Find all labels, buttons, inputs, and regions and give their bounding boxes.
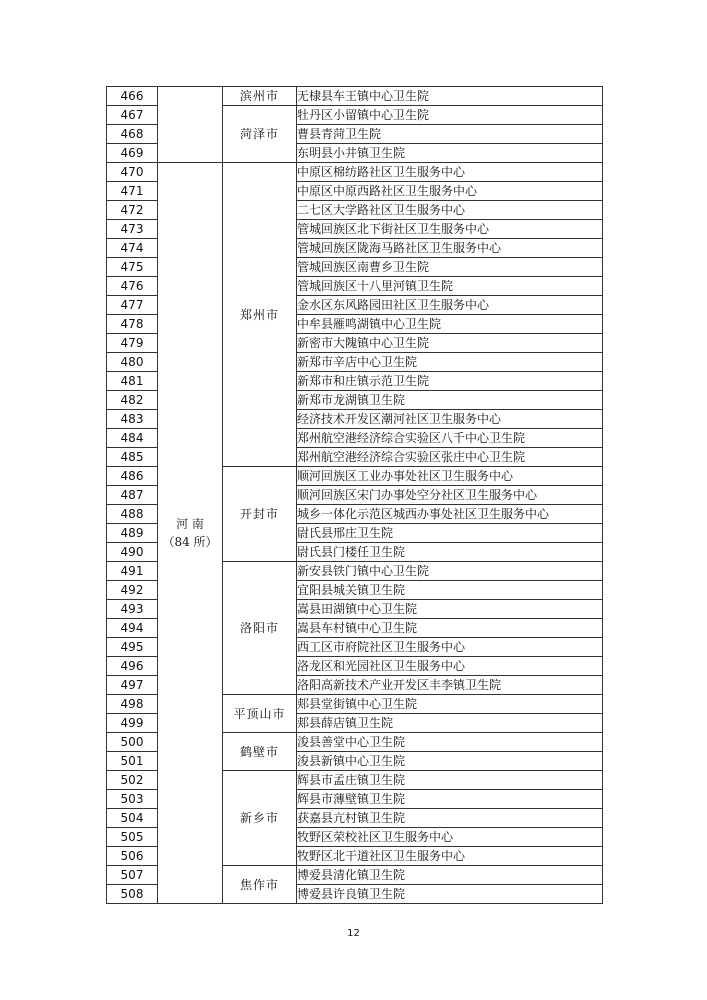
row-number: 492 — [107, 581, 158, 600]
institution-table — [106, 86, 603, 904]
row-number: 493 — [107, 600, 158, 619]
city-cell: 菏泽市 — [223, 106, 297, 163]
row-number: 483 — [107, 410, 158, 429]
institution-name: 博爱县许良镇卫生院 — [297, 885, 603, 904]
institution-name: 浚县新镇中心卫生院 — [297, 752, 603, 771]
row-number: 481 — [107, 372, 158, 391]
row-number: 495 — [107, 638, 158, 657]
institution-name: 金水区东风路园田社区卫生服务中心 — [297, 296, 603, 315]
row-number: 501 — [107, 752, 158, 771]
institution-name: 中原区中原西路社区卫生服务中心 — [297, 182, 603, 201]
city-cell: 滨州市 — [223, 87, 297, 106]
row-number: 474 — [107, 239, 158, 258]
city-cell: 洛阳市 — [223, 562, 297, 695]
province-name: 河 南 — [176, 517, 204, 531]
institution-name: 获嘉县亢村镇卫生院 — [297, 809, 603, 828]
institution-name: 郑州航空港经济综合实验区张庄中心卫生院 — [297, 448, 603, 467]
row-number: 479 — [107, 334, 158, 353]
row-number: 496 — [107, 657, 158, 676]
row-number: 507 — [107, 866, 158, 885]
row-number: 478 — [107, 315, 158, 334]
page-number: 12 — [347, 928, 360, 939]
row-number: 476 — [107, 277, 158, 296]
institution-name: 管城回族区十八里河镇卫生院 — [297, 277, 603, 296]
row-number: 486 — [107, 467, 158, 486]
institution-name: 曹县青菏卫生院 — [297, 125, 603, 144]
row-number: 472 — [107, 201, 158, 220]
row-number: 470 — [107, 163, 158, 182]
institution-name: 二七区大学路社区卫生服务中心 — [297, 201, 603, 220]
table-row — [107, 87, 603, 106]
row-number: 500 — [107, 733, 158, 752]
row-number: 482 — [107, 391, 158, 410]
city-cell: 开封市 — [223, 467, 297, 562]
institution-name: 嵩县田湖镇中心卫生院 — [297, 600, 603, 619]
row-number: 487 — [107, 486, 158, 505]
institution-name: 辉县市薄壁镇卫生院 — [297, 790, 603, 809]
row-number: 502 — [107, 771, 158, 790]
institution-name: 辉县市孟庄镇卫生院 — [297, 771, 603, 790]
institution-name: 中牟县雁鸣湖镇中心卫生院 — [297, 315, 603, 334]
institution-name: 顺河回族区宋门办事处空分社区卫生服务中心 — [297, 486, 603, 505]
row-number: 469 — [107, 144, 158, 163]
institution-name: 新郑市和庄镇示范卫生院 — [297, 372, 603, 391]
institution-name: 郏县堂街镇中心卫生院 — [297, 695, 603, 714]
row-number: 466 — [107, 87, 158, 106]
row-number: 489 — [107, 524, 158, 543]
institution-name: 无棣县车王镇中心卫生院 — [297, 87, 603, 106]
institution-name: 东明县小井镇卫生院 — [297, 144, 603, 163]
institution-name: 浚县善堂中心卫生院 — [297, 733, 603, 752]
institution-name: 新郑市龙湖镇卫生院 — [297, 391, 603, 410]
institution-name: 新安县铁门镇中心卫生院 — [297, 562, 603, 581]
institution-name: 中原区棉纺路社区卫生服务中心 — [297, 163, 603, 182]
institution-name: 西工区市府院社区卫生服务中心 — [297, 638, 603, 657]
row-number: 471 — [107, 182, 158, 201]
row-number: 473 — [107, 220, 158, 239]
institution-name: 管城回族区陇海马路社区卫生服务中心 — [297, 239, 603, 258]
city-cell: 新乡市 — [223, 771, 297, 866]
institution-name: 经济技术开发区潮河社区卫生服务中心 — [297, 410, 603, 429]
province-cell-previous — [158, 87, 223, 163]
institution-name: 牡丹区小留镇中心卫生院 — [297, 106, 603, 125]
institution-name: 洛阳高新技术产业开发区丰李镇卫生院 — [297, 676, 603, 695]
province-count: （84 所） — [162, 535, 218, 549]
row-number: 485 — [107, 448, 158, 467]
city-cell: 鹤壁市 — [223, 733, 297, 771]
institution-table-body — [107, 87, 603, 904]
institution-name: 管城回族区南曹乡卫生院 — [297, 258, 603, 277]
row-number: 494 — [107, 619, 158, 638]
table-row — [107, 163, 603, 182]
institution-name: 新郑市辛店中心卫生院 — [297, 353, 603, 372]
city-cell: 平顶山市 — [223, 695, 297, 733]
row-number: 499 — [107, 714, 158, 733]
institution-name: 郑州航空港经济综合实验区八千中心卫生院 — [297, 429, 603, 448]
row-number: 467 — [107, 106, 158, 125]
row-number: 498 — [107, 695, 158, 714]
row-number: 475 — [107, 258, 158, 277]
row-number: 468 — [107, 125, 158, 144]
row-number: 488 — [107, 505, 158, 524]
institution-name: 管城回族区北下街社区卫生服务中心 — [297, 220, 603, 239]
city-cell: 焦作市 — [223, 866, 297, 904]
row-number: 503 — [107, 790, 158, 809]
institution-name: 牧野区北干道社区卫生服务中心 — [297, 847, 603, 866]
row-number: 491 — [107, 562, 158, 581]
row-number: 490 — [107, 543, 158, 562]
institution-name: 新密市大隗镇中心卫生院 — [297, 334, 603, 353]
institution-name: 牧野区荣校社区卫生服务中心 — [297, 828, 603, 847]
province-cell — [158, 163, 223, 904]
institution-name: 顺河回族区工业办事处社区卫生服务中心 — [297, 467, 603, 486]
row-number: 497 — [107, 676, 158, 695]
row-number: 506 — [107, 847, 158, 866]
row-number: 505 — [107, 828, 158, 847]
row-number: 484 — [107, 429, 158, 448]
institution-name: 尉氏县门楼任卫生院 — [297, 543, 603, 562]
institution-name: 洛龙区和光园社区卫生服务中心 — [297, 657, 603, 676]
institution-name: 嵩县车村镇中心卫生院 — [297, 619, 603, 638]
institution-name: 宜阳县城关镇卫生院 — [297, 581, 603, 600]
institution-name: 博爱县清化镇卫生院 — [297, 866, 603, 885]
row-number: 508 — [107, 885, 158, 904]
city-cell: 郑州市 — [223, 163, 297, 467]
institution-name: 郏县薛店镇卫生院 — [297, 714, 603, 733]
row-number: 480 — [107, 353, 158, 372]
row-number: 477 — [107, 296, 158, 315]
institution-name: 城乡一体化示范区城西办事处社区卫生服务中心 — [297, 505, 603, 524]
row-number: 504 — [107, 809, 158, 828]
institution-name: 尉氏县邢庄卫生院 — [297, 524, 603, 543]
